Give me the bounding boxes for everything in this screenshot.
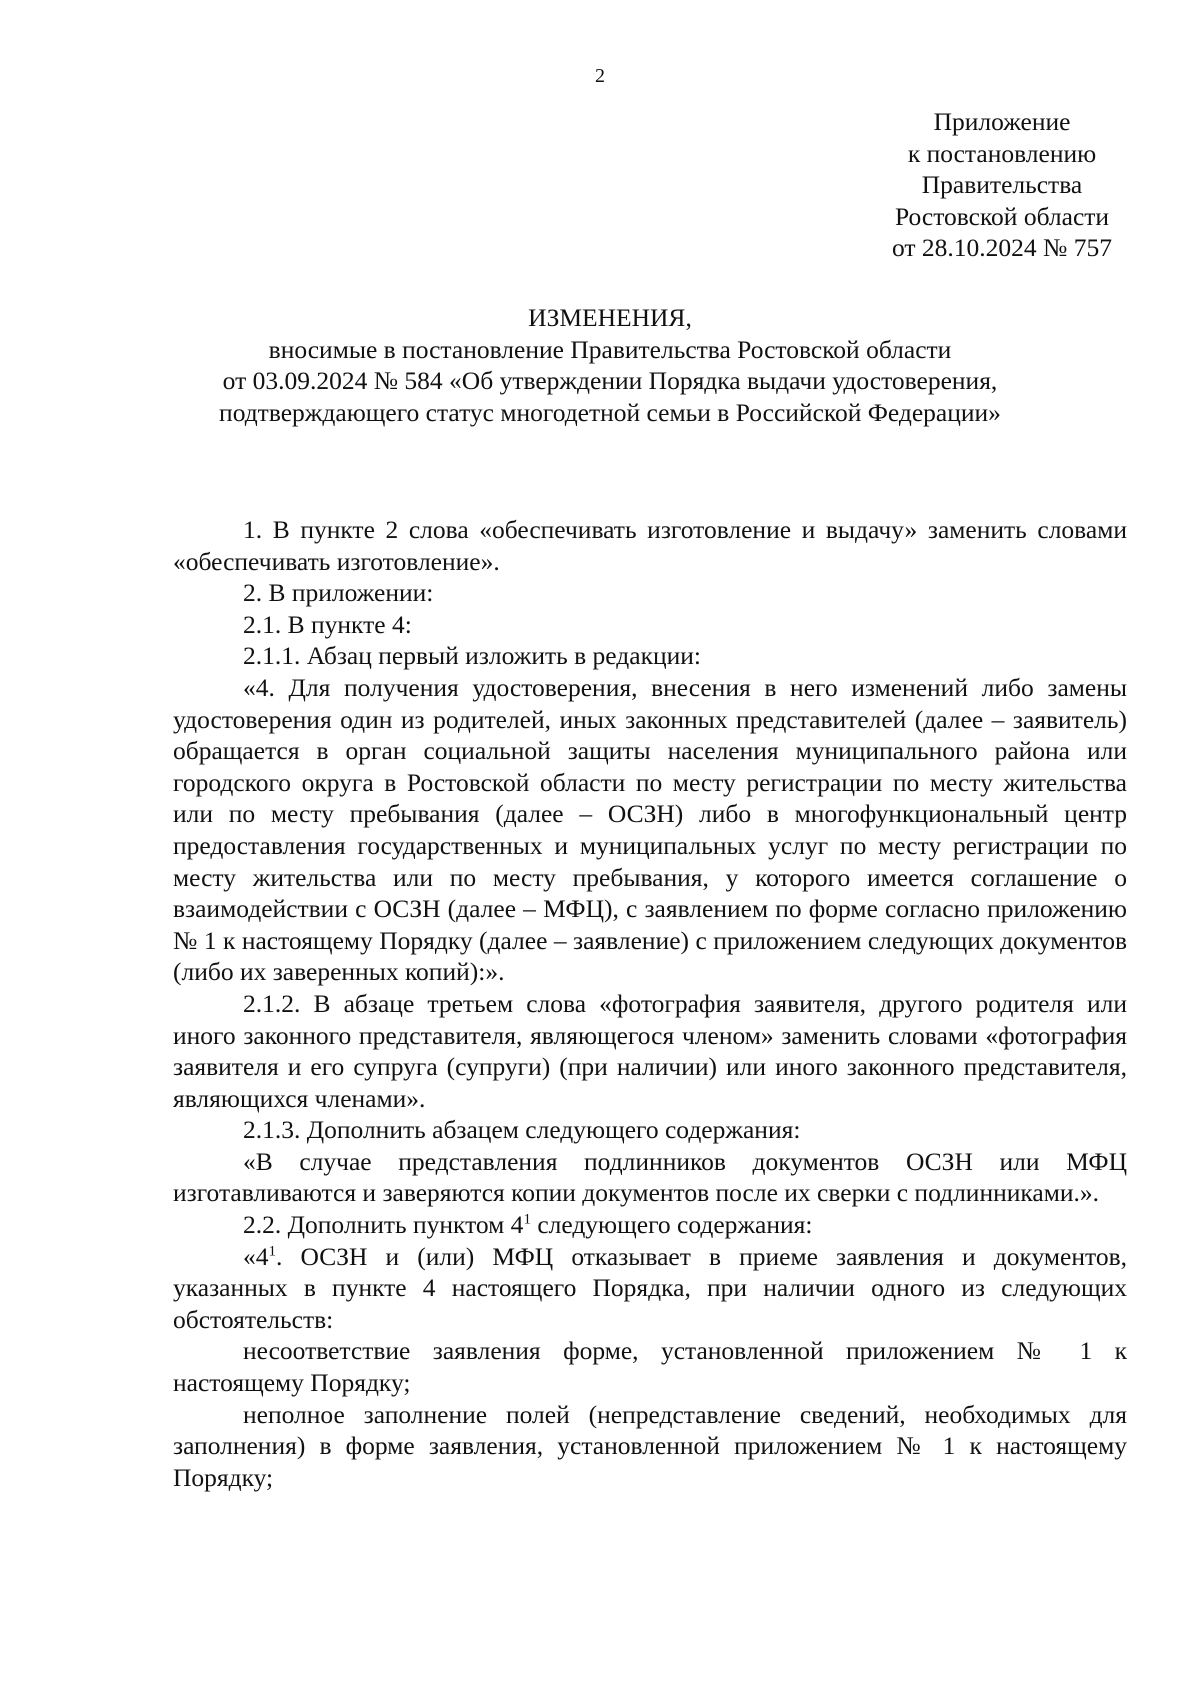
title-heading: ИЗМЕНЕНИЯ, xyxy=(528,303,692,332)
page-number: 2 xyxy=(595,65,605,87)
appendix-line: Правительства xyxy=(921,170,1083,199)
title-line: от 03.09.2024 № 584 «Об утверждении Порядка выдачи удостоверения, xyxy=(222,366,998,395)
paragraph-text: . ОСЗН и (или) МФЦ отказывает в приеме заявления и документов, указанных в пункте 4 настоящего Порядка, при наличии одного из следующих обстоятельств: xyxy=(173,1241,1127,1334)
appendix-reference xyxy=(822,106,1182,264)
document-body xyxy=(173,514,1127,1493)
paragraph: 1. В пункте 2 слова «обеспечивать изготовление и выдачу» заменить словами «обеспечивать изготовление». xyxy=(173,515,1127,576)
title-line: подтверждающего статус многодетной семьи в Российской Федерации» xyxy=(219,397,1001,427)
paragraph: 2. В приложении: xyxy=(243,578,434,608)
appendix-line: Приложение xyxy=(933,107,1071,136)
paragraph: 2.1.2. В абзаце третьем слова «фотография заявителя, другого родителя или иного законного представителя, являющегося членом» заменить словами «фотография заявителя и его супруга (супруги) (при наличии) или иного законного представителя, являющихся членами». xyxy=(173,988,1127,1113)
title-line: вносимые в постановление Правительства Ростовской области xyxy=(268,334,952,364)
paragraph-text: «4 xyxy=(243,1241,269,1271)
document-title xyxy=(150,302,1070,428)
appendix-line: Ростовской области xyxy=(894,201,1110,231)
paragraph-text: следующего содержания: xyxy=(530,1210,813,1240)
paragraph: неполное заполнение полей (непредставление сведений, необходимых для заполнения) в форме заявления, установленной приложением № 1 к настоящему Порядку; xyxy=(173,1399,1127,1492)
paragraph xyxy=(173,1241,1127,1336)
superscript: 1 xyxy=(268,1243,276,1260)
appendix-line: от 28.10.2024 № 757 xyxy=(891,233,1112,262)
superscript: 1 xyxy=(523,1211,531,1228)
paragraph: 2.1. В пункте 4: xyxy=(243,609,412,639)
paragraph: «4. Для получения удостоверения, внесения в него изменений либо замены удостоверения один из родителей, иных законных представителей (далее – заявитель) обращается в орган социальной защиты населения муниципального района или городского округа в Ростовской области по месту регистрации по месту жительства или по месту пребывания (далее – ОСЗН) либо в многофункциональный центр предоставления государственных и муниципальных услуг по месту регистрации по месту жительства или по месту пребывания, у которого имеется соглашение о взаимодействии с ОСЗН (далее – МФЦ), с заявлением по форме согласно приложению № 1 к настоящему Порядку (далее – заявление) с приложением следующих документов (либо их заверенных копий):». xyxy=(173,672,1127,987)
paragraph xyxy=(173,1209,1127,1241)
paragraph: 2.1.1. Абзац первый изложить в редакции: xyxy=(243,641,701,671)
paragraph: несоответствие заявления форме, установленной приложением № 1 к настоящему Порядку; xyxy=(173,1336,1127,1398)
paragraph-text: 2.2. Дополнить пунктом 4 xyxy=(243,1210,524,1240)
appendix-line: к постановлению xyxy=(907,138,1097,168)
paragraph: «В случае представления подлинников документов ОСЗН или МФЦ изготавливаются и заверяются копии документов после их сверки с подлинниками.». xyxy=(173,1146,1127,1208)
paragraph: 2.1.3. Дополнить абзацем следующего содержания: xyxy=(243,1115,801,1145)
